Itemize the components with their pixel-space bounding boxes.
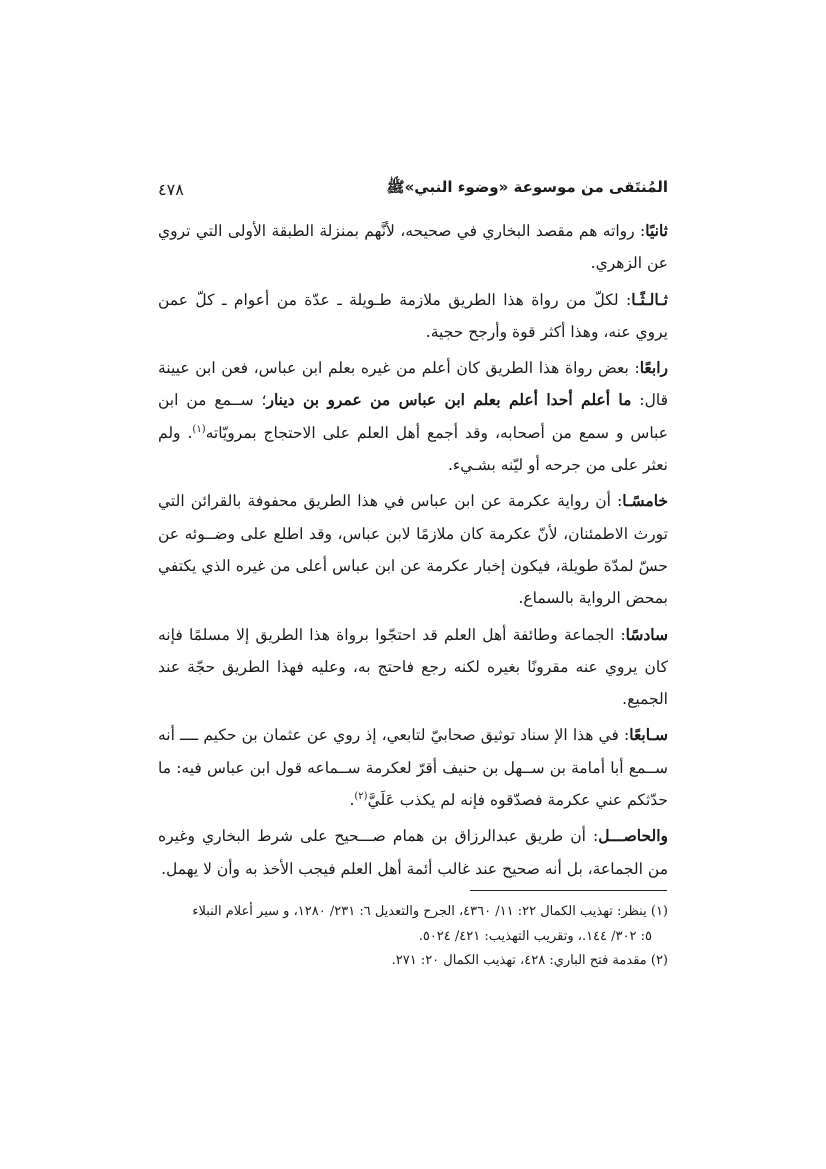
page-number: ٤٧٨: [158, 179, 184, 199]
footnotes: [158, 900, 668, 974]
paragraph-lead: رابعًا: [639, 358, 668, 378]
footnote-marker[interactable]: (٢): [354, 791, 368, 803]
paragraph-lead: خامسًـا: [622, 491, 668, 511]
paragraph-conclusion: [158, 820, 668, 885]
paragraph-lead: سـابعًا: [629, 725, 668, 745]
paragraph-text: : لكلّ من رواة هذا الطريق ملازمة طـويلة ـ عدّة من أعوام ـ كلّ عمن يروي عنه، وهذا أكثر قوة وأرجح حجية.: [158, 290, 668, 341]
running-title: المُنتَقى من موسوعة «وضوء النبي»ﷺ: [386, 178, 668, 196]
main-text: [158, 215, 668, 889]
bold-quote: ما أعلم أحدا أعلم بعلم ابن عباس من عمرو بن دينار: [266, 390, 632, 410]
paragraph-text: ؛ ســمع من ابن عباس و سمع من أصحابه، وقد أجمع أهل العلم على الاحتجاج بمرويّاته: [158, 391, 668, 442]
paragraph-text: : أن رواية عكرمة عن ابن عباس في هذا الطريق محفوفة بالقرائن التي تورث الاطمئنان، لأنّ عكرمة كان ملازمًا لابن عباس، وقد اطلع على وضــوئه عن حسّ لمدّة طويلة، فيكون إخبار عكرمة عن ابن عباس أعلى من غيره الذي يكتفي بمحض الرواية بالسماع.: [158, 492, 668, 608]
paragraph-text: .: [349, 791, 355, 810]
footnote-divider: [470, 890, 667, 891]
paragraph-text: : في هذا الإ سناد توثيق صحابيّ لتابعي، إذ روي عن عثمان بن حكيم ــــ أنه ســمع أبا أمامة بن ســهل بن حنيف أقرّ لعكرمة ســماعه قول ابن عباس فيه: ما حدّثكم عني عكرمة فصدّقوه فإنه لم يكذب عَلَيَّ: [158, 726, 668, 810]
paragraph-fourth: [158, 352, 668, 481]
page-header: [158, 176, 668, 202]
paragraph-text: : الجماعة وطائفة أهل العلم قد احتجّوا برواة هذا الطريق إلا مسلمًا فإنه كان يروي عنه مقرونًا بغيره لكنه رجع فاحتج به، وعليه فهذا الطريق حجّة عند الجميع.: [158, 625, 668, 709]
paragraph-lead: ثانيًا: [645, 221, 668, 240]
footnote-1-continued: ٥: ٣٠٢/ ١٤٤.، وتقريب التهذيب: ٤٢١/ ٥٠٢٤.: [418, 928, 652, 944]
paragraph-text: : أن طريق عبدالرزاق بن همام صـــحيح على شرط البخاري وغيره من الجماعة، بل أنه صحيح عند غالب أئمة أهل العلم فيجب الأخذ به وأن لا يهمل.: [158, 827, 668, 878]
paragraph-lead: سادسًا: [625, 624, 668, 644]
paragraph-second: [158, 215, 668, 280]
paragraph-third: [158, 284, 668, 349]
paragraph-text: : بعض رواة هذا الطريق كان أعلم من غيره بعلم ابن عباس، فعن ابن عيينة قال:: [158, 359, 668, 410]
paragraph-text: . ولم نعثر على من جرحه أو ليّنه بشـيء.: [158, 423, 668, 475]
paragraph-fifth: [158, 485, 668, 614]
paragraph-seventh: [158, 719, 668, 816]
paragraph-text: : رواته هم مقصد البخاري في صحيحه، لأنَّهم بمنزلة الطبقة الأولى التي تروي عن الزهري.: [158, 222, 668, 273]
footnote-1: (١) ينظر: تهذيب الكمال ٢٢: ١١/ ٤٣٦٠، الجرح والتعديل ٦: ٢٣١/ ١٢٨٠، و سير أعلام النبلاء: [192, 904, 668, 919]
paragraph-sixth: [158, 619, 668, 716]
paragraph-lead: والحاصـــل: [598, 826, 668, 846]
footnote-2: (٢) مقدمة فتح الباري: ٤٢٨، تهذيب الكمال ٢٠: ٢٧١.: [391, 953, 668, 968]
footnote-marker[interactable]: (١): [192, 423, 206, 435]
paragraph-lead: ثـالـثًـا: [631, 289, 668, 309]
